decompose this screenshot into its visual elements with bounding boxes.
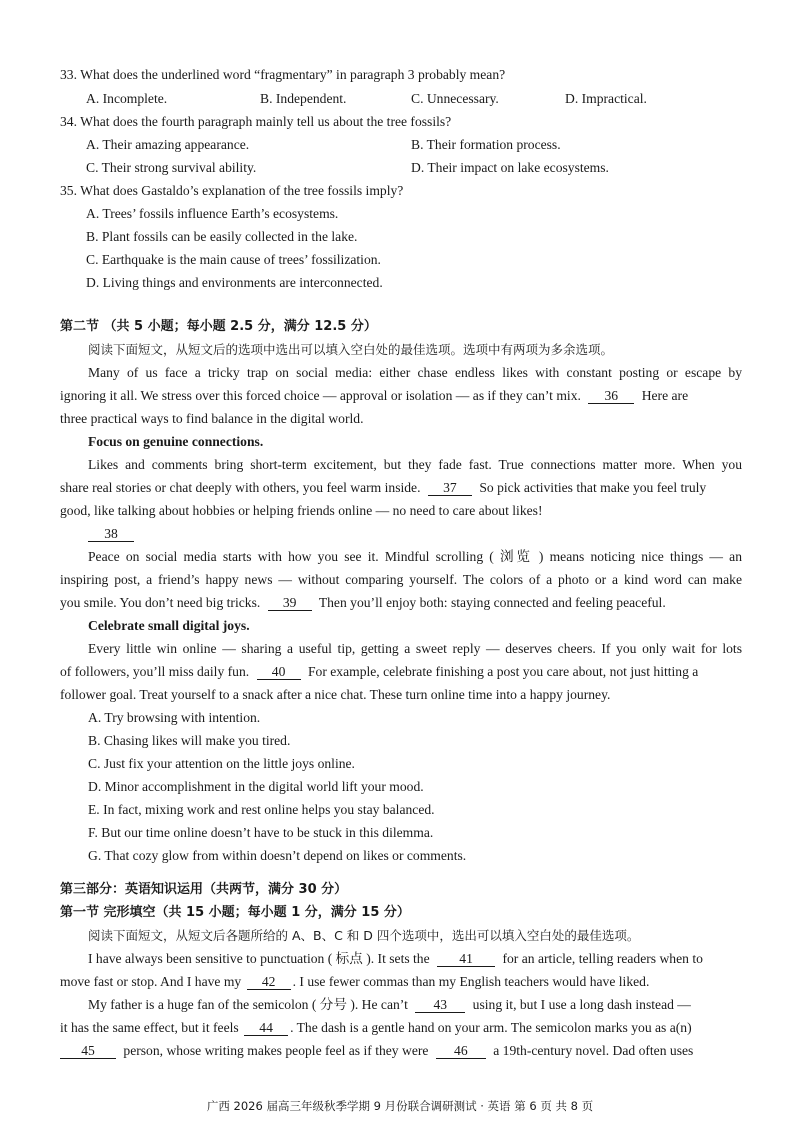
- question-33-option-a: A. Incomplete.: [86, 91, 168, 106]
- question-34-stem: 34. What does the fourth paragraph mainly tell us about the tree fossils?: [60, 114, 452, 129]
- part-3-instruction: 阅读下面短文，从短文后各题所给的 A、B、C 和 D 四个选项中，选出可以填入空白处的最佳选项。: [88, 928, 640, 943]
- question-34-option-a: A. Their amazing appearance.: [86, 137, 250, 152]
- passage-text: . I use fewer commas than my English teachers would have liked.: [292, 974, 650, 989]
- passage-text: a 19th-century novel. Dad often uses: [493, 1043, 694, 1058]
- question-35-option-b: B. Plant fossils can be easily collected in the lake.: [86, 229, 358, 244]
- passage-p2-line1: Likes and comments bring short-term excitement, but they fade fast. True connections matter more. When you: [88, 457, 742, 472]
- blank-39[interactable]: 39: [268, 595, 312, 611]
- passage-p1-line2: [60, 387, 744, 405]
- passage-text: person, whose writing makes people feel as if they were: [123, 1043, 429, 1058]
- cloze-p1-line2: [60, 973, 649, 991]
- passage-p4-line3: follower goal. Treat yourself to a snack after a nice chat. These turn online time into a happy journey.: [60, 687, 611, 702]
- blank-43[interactable]: 43: [415, 997, 465, 1013]
- choice-g: G. That cozy glow from within doesn’t depend on likes or comments.: [88, 848, 467, 863]
- cloze-p2-line2: [60, 1019, 692, 1037]
- cloze-p1-line1: [88, 950, 703, 968]
- question-34-option-b: B. Their formation process.: [411, 137, 561, 152]
- passage-text: I have always been sensitive to punctuation ( 标点 ). It sets the: [88, 951, 430, 966]
- passage-heading-blank-row: [88, 525, 134, 543]
- passage-text: . The dash is a gentle hand on your arm. The semicolon marks you as a(n): [290, 1020, 692, 1035]
- passage-text: share real stories or chat deeply with others, you feel warm inside.: [60, 480, 421, 495]
- passage-text: Then you’ll enjoy both: staying connected and feeling peaceful.: [318, 595, 666, 610]
- passage-p4-line2: [60, 663, 698, 681]
- passage-p1-line3: three practical ways to find balance in the digital world.: [60, 411, 364, 426]
- passage-p2-line2: [60, 479, 706, 497]
- blank-45[interactable]: 45: [60, 1043, 116, 1059]
- passage-p2-line3: good, like talking about hobbies or helping friends online — no need to care about likes!: [60, 503, 543, 518]
- choice-a: A. Try browsing with intention.: [88, 710, 261, 725]
- passage-p3-line2: inspiring post, a friend’s happy news — without comparing yourself. The colors of a photo or a kind word can make: [60, 572, 742, 587]
- passage-text: for an article, telling readers when to: [502, 951, 703, 966]
- page-footer: 广西 2026 届高三年级秋季学期 9 月份联合调研测试 · 英语 第 6 页 共 8 页: [206, 1099, 594, 1113]
- question-34-option-d: D. Their impact on lake ecosystems.: [411, 160, 609, 175]
- blank-38[interactable]: 38: [88, 526, 134, 542]
- passage-p4-line1: Every little win online — sharing a useful tip, getting a sweet reply — deserves cheers. If you only wait for lots: [88, 641, 742, 656]
- choice-c: C. Just fix your attention on the little joys online.: [88, 756, 355, 771]
- blank-42[interactable]: 42: [247, 974, 291, 990]
- question-34-option-c: C. Their strong survival ability.: [86, 160, 257, 175]
- passage-p3-line1: Peace on social media starts with how you see it. Mindful scrolling ( 浏览 ) means noticing nice things — an: [88, 549, 742, 564]
- passage-text: you smile. You don’t need big tricks.: [60, 595, 261, 610]
- question-33-option-b: B. Independent.: [260, 91, 347, 106]
- blank-40[interactable]: 40: [257, 664, 301, 680]
- question-35-option-d: D. Living things and environments are interconnected.: [86, 275, 383, 290]
- passage-text: it has the same effect, but it feels: [60, 1020, 239, 1035]
- passage-p1-line1: Many of us face a tricky trap on social media: either chase endless likes with constant posting or escape by: [88, 365, 742, 380]
- question-35-option-a: A. Trees’ fossils influence Earth’s ecosystems.: [86, 206, 339, 221]
- blank-41[interactable]: 41: [437, 951, 495, 967]
- section-2-heading: 第二节 （共 5 小题；每小题 2.5 分，满分 12.5 分）: [60, 319, 377, 334]
- cloze-p2-line3: [60, 1042, 693, 1060]
- blank-37[interactable]: 37: [428, 480, 472, 496]
- passage-text: For example, celebrate finishing a post you care about, not just hitting a: [307, 664, 699, 679]
- passage-text: ignoring it all. We stress over this forced choice — approval or isolation — as if they can’t mix.: [60, 388, 581, 403]
- choice-f: F. But our time online doesn’t have to be stuck in this dilemma.: [88, 825, 434, 840]
- choice-d: D. Minor accomplishment in the digital world lift your mood.: [88, 779, 424, 794]
- choice-e: E. In fact, mixing work and rest online helps you stay balanced.: [88, 802, 435, 817]
- blank-36[interactable]: 36: [588, 388, 634, 404]
- passage-text: Here are: [641, 388, 689, 403]
- question-33-option-d: D. Impractical.: [565, 91, 647, 106]
- choice-b: B. Chasing likes will make you tired.: [88, 733, 291, 748]
- passage-heading-2: Celebrate small digital joys.: [88, 618, 250, 633]
- question-35-stem: 35. What does Gastaldo’s explanation of the tree fossils imply?: [60, 183, 404, 198]
- passage-text: of followers, you’ll miss daily fun.: [60, 664, 250, 679]
- passage-text: So pick activities that make you feel truly: [479, 480, 707, 495]
- blank-46[interactable]: 46: [436, 1043, 486, 1059]
- cloze-p2-line1: [88, 996, 691, 1014]
- question-33-option-c: C. Unnecessary.: [411, 91, 499, 106]
- blank-44[interactable]: 44: [244, 1020, 288, 1036]
- passage-text: My father is a huge fan of the semicolon ( 分号 ). He can’t: [88, 997, 408, 1012]
- passage-heading-1: Focus on genuine connections.: [88, 434, 264, 449]
- question-35-option-c: C. Earthquake is the main cause of trees’ fossilization.: [86, 252, 381, 267]
- passage-text: using it, but I use a long dash instead —: [472, 997, 691, 1012]
- passage-text: move fast or stop. And I have my: [60, 974, 242, 989]
- section-2-instruction: 阅读下面短文，从短文后的选项中选出可以填入空白处的最佳选项。选项中有两项为多余选项。: [88, 342, 614, 357]
- part-3-heading: 第三部分：英语知识运用（共两节，满分 30 分）: [60, 882, 348, 897]
- part-3-subheading: 第一节 完形填空（共 15 小题；每小题 1 分，满分 15 分）: [60, 905, 410, 920]
- question-33-stem: 33. What does the underlined word “fragmentary” in paragraph 3 probably mean?: [60, 67, 506, 82]
- passage-p3-line3: [60, 594, 666, 612]
